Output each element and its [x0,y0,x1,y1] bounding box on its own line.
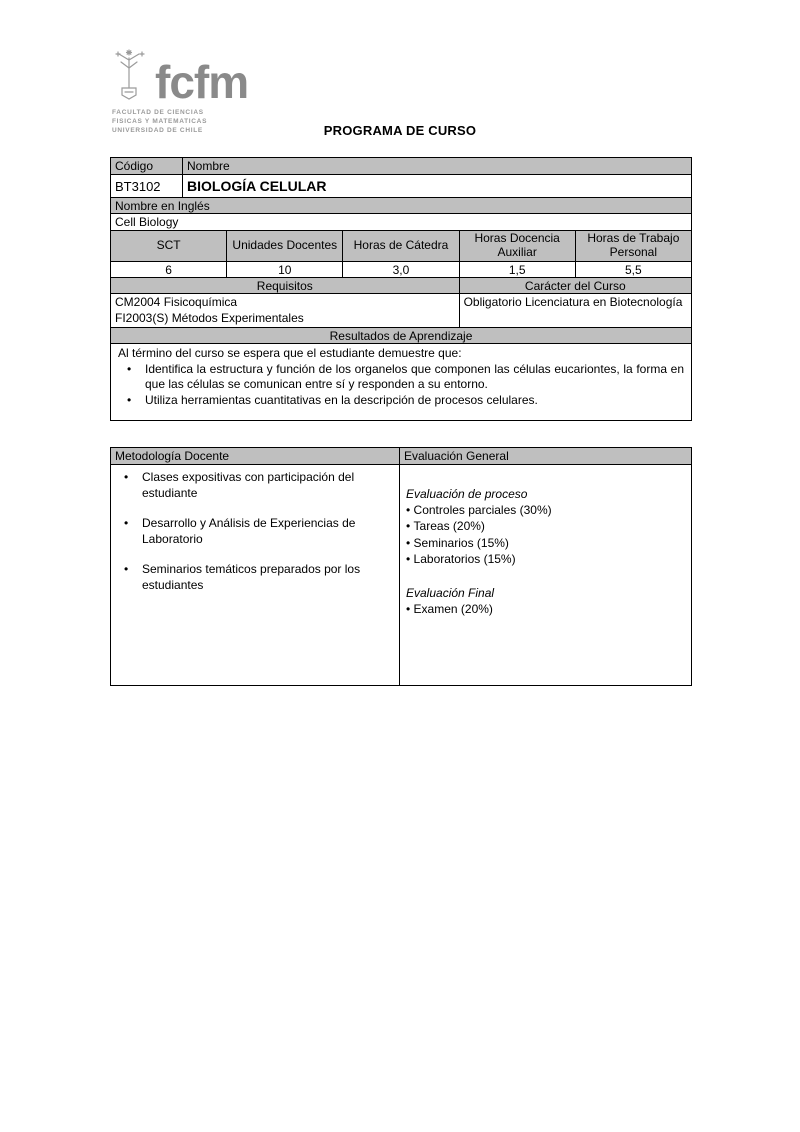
table-row [111,278,692,294]
spacer [406,567,687,585]
requisitos-value [111,294,460,328]
table-row [111,328,692,344]
list-item: • Tareas (20%) [406,518,687,534]
caracter-header-cell: Carácter del Curso [460,278,692,294]
unidades-value: 10 [227,262,343,278]
logo-caption-line: UNIVERSIDAD DE CHILE [112,126,203,134]
course-name: BIOLOGÍA CELULAR [183,175,692,198]
table-row [111,294,692,328]
horas-catedra-header-cell: Horas de Cátedra [343,231,459,262]
table-row [111,231,692,262]
list-item: • Desarrollo y Análisis de Experiencias de Laboratorio [115,516,395,547]
sct-header-cell: SCT [111,231,227,262]
list-item: • Clases expositivas con participación del estudiante [115,470,395,501]
horas-personal-value: 5,5 [576,262,692,278]
logo-row [112,46,249,108]
nombre-header-cell: Nombre [183,158,692,175]
table-row [111,465,692,686]
logo-caption-line: FISICAS Y MATEMATICAS [112,117,208,125]
sct-value: 6 [111,262,227,278]
evaluacion-content [400,465,692,686]
evaluacion-proceso-list [406,502,687,567]
evaluacion-header-cell: Evaluación General [400,448,692,465]
resultados-content [111,344,692,421]
evaluacion-proceso-title: Evaluación de proceso [406,487,528,501]
resultados-intro: Al término del curso se espera que el estudiante demuestre que: [118,346,462,361]
table-row [111,158,692,175]
list-item: • Examen (20%) [406,601,687,617]
codigo-header-cell: Código [111,158,183,175]
caracter-value: Obligatorio Licenciatura en Biotecnología [460,294,692,328]
horas-catedra-value: 3,0 [343,262,459,278]
list-item: • Controles parciales (30%) [406,502,687,518]
tree-emblem-icon [112,46,148,102]
unidades-header-cell: Unidades Docentes [227,231,343,262]
list-item [118,362,684,392]
resultado-text: • Identifica la estructura y función de los organelos que componen las células eucariontes, la forma en que las células se comunican entre sí y responden a su entorno. [145,362,684,392]
metodologia-list [115,470,395,594]
metodologia-header-cell: Metodología Docente [111,448,400,465]
fcfm-logo [112,46,248,135]
list-item: • Seminarios temáticos preparados por los estudiantes [115,562,395,593]
course-info-table [110,157,692,421]
requisito-line: CM2004 Fisicoquímica [115,295,238,309]
table-row [111,198,692,214]
resultado-text: Utiliza herramientas cuantitativas en la descripción de procesos celulares. [145,393,538,408]
methodology-evaluation-table [110,447,692,686]
table-row [111,214,692,231]
horas-personal-header-cell: Horas de Trabajo Personal [576,231,692,262]
metodologia-content [111,465,400,686]
table-row [111,448,692,465]
table-row [111,175,692,198]
horas-auxiliar-value: 1,5 [460,262,576,278]
table-row [111,262,692,278]
requisito-line: FI2003(S) Métodos Experimentales [115,310,304,325]
evaluacion-final-list [406,601,687,617]
page-title: PROGRAMA DE CURSO [323,123,477,138]
course-code: BT3102 [111,175,183,198]
course-name-english: Cell Biology [111,214,692,231]
resultados-header-cell: Resultados de Aprendizaje [111,328,692,344]
requisitos-header-cell: Requisitos [111,278,460,294]
logo-caption-line: FACULTAD DE CIENCIAS [112,109,204,116]
list-item [118,393,684,408]
evaluacion-final-title: Evaluación Final [406,585,495,600]
list-item: • Seminarios (15%) [406,535,687,551]
horas-auxiliar-header-cell: Horas Docencia Auxiliar [460,231,576,262]
brand-text: fcfm [155,55,249,108]
nombre-ingles-header-cell: Nombre en Inglés [111,198,692,214]
list-item: • Laboratorios (15%) [406,551,687,567]
resultados-list [118,362,684,408]
table-row [111,344,692,421]
